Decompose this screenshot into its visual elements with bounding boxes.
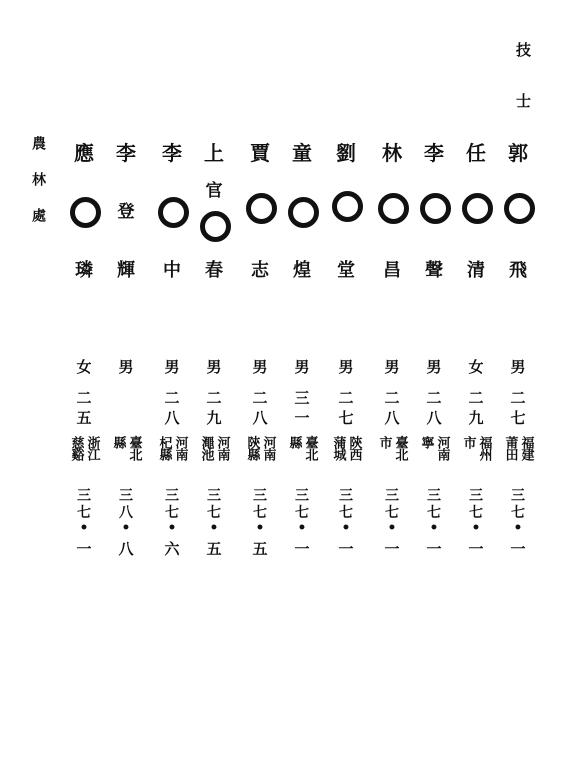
origin xyxy=(192,436,236,460)
age-digit: 八 xyxy=(164,409,180,427)
redaction-circle xyxy=(462,193,493,224)
age-digit: 二 xyxy=(206,389,222,407)
date-separator: • xyxy=(167,520,177,536)
sex: 男 xyxy=(118,358,134,376)
age xyxy=(280,388,324,428)
person-column xyxy=(104,0,148,771)
surname: 賈 xyxy=(250,141,270,165)
age-digit: 二 xyxy=(510,389,526,407)
age xyxy=(370,388,414,428)
origin-part: 臺北 xyxy=(302,436,318,460)
origin xyxy=(280,436,324,460)
person-column xyxy=(62,0,106,771)
date-char: 三 xyxy=(207,488,221,504)
day: 八 xyxy=(118,540,134,558)
given-name: 志 xyxy=(251,260,269,281)
date-char: 七 xyxy=(469,505,483,521)
sex: 男 xyxy=(510,358,526,376)
sex: 男 xyxy=(338,358,354,376)
origin-part: 杞縣 xyxy=(156,436,172,460)
person-column xyxy=(412,0,456,771)
surname: 林 xyxy=(382,141,402,165)
day: 一 xyxy=(384,540,400,558)
redaction-circle xyxy=(420,193,451,224)
day: 一 xyxy=(468,540,484,558)
date-char: 三 xyxy=(469,488,483,504)
date xyxy=(192,488,236,534)
origin xyxy=(324,436,368,460)
redaction-circle xyxy=(70,197,101,228)
given-name: 堂 xyxy=(337,260,355,281)
date-char: 三 xyxy=(339,488,353,504)
surname: 李 xyxy=(162,141,182,165)
date-separator: • xyxy=(255,520,265,536)
redaction-circle xyxy=(332,191,363,222)
origin-part: 陝縣 xyxy=(244,436,260,460)
age-digit: 八 xyxy=(426,409,442,427)
sex: 女 xyxy=(468,358,484,376)
age xyxy=(238,388,282,428)
date-char: 三 xyxy=(427,488,441,504)
age-digit: 八 xyxy=(384,409,400,427)
date-separator: • xyxy=(513,520,523,536)
origin xyxy=(238,436,282,460)
person-column xyxy=(324,0,368,771)
age-digit: 五 xyxy=(76,409,92,427)
date-separator: • xyxy=(297,520,307,536)
age xyxy=(192,388,236,428)
day: 一 xyxy=(294,540,310,558)
origin-part: 河南 xyxy=(214,436,230,460)
date xyxy=(280,488,324,534)
age-digit: 七 xyxy=(510,409,526,427)
given-name: 璘 xyxy=(75,260,93,281)
day: 六 xyxy=(164,540,180,558)
date-char: 三 xyxy=(165,488,179,504)
given-name: 清 xyxy=(467,260,485,281)
age-digit: 二 xyxy=(338,389,354,407)
origin xyxy=(150,436,194,460)
person-column xyxy=(496,0,540,771)
age-digit: 二 xyxy=(426,389,442,407)
given-name: 輝 xyxy=(117,260,135,281)
person-column xyxy=(370,0,414,771)
surname: 應 xyxy=(74,141,94,165)
origin xyxy=(104,436,148,460)
date-separator: • xyxy=(429,520,439,536)
given-name: 煌 xyxy=(293,260,311,281)
origin-part: 縣 xyxy=(110,436,126,448)
origin-part: 臺北 xyxy=(392,436,408,460)
person-column xyxy=(454,0,498,771)
age-digit: 二 xyxy=(468,389,484,407)
name-middle-char: 官 xyxy=(205,181,223,201)
age-digit: 二 xyxy=(164,389,180,407)
date-char: 八 xyxy=(119,505,133,521)
age-digit: 九 xyxy=(468,409,484,427)
origin-part: 澠池 xyxy=(198,436,214,460)
day: 一 xyxy=(338,540,354,558)
date-char: 七 xyxy=(77,505,91,521)
grade-label: 技士 xyxy=(514,42,532,144)
date-char: 七 xyxy=(165,505,179,521)
date xyxy=(412,488,456,534)
given-name: 昌 xyxy=(383,260,401,281)
date-char: 三 xyxy=(119,488,133,504)
date-separator: • xyxy=(387,520,397,536)
origin-part: 市 xyxy=(460,436,476,448)
origin-part: 福州 xyxy=(476,436,492,460)
sex: 男 xyxy=(164,358,180,376)
origin-part: 市 xyxy=(376,436,392,448)
sex: 男 xyxy=(206,358,222,376)
origin-part: 河南 xyxy=(434,436,450,460)
surname: 劉 xyxy=(336,141,356,165)
redaction-circle xyxy=(288,197,319,228)
date xyxy=(238,488,282,534)
age-digit: 九 xyxy=(206,409,222,427)
age xyxy=(150,388,194,428)
date-separator: • xyxy=(79,520,89,536)
redaction-circle xyxy=(200,211,231,242)
redaction-circle xyxy=(378,193,409,224)
age-digit: 一 xyxy=(294,409,310,427)
age xyxy=(62,388,106,428)
age xyxy=(324,388,368,428)
sex: 男 xyxy=(426,358,442,376)
age-digit: 八 xyxy=(252,409,268,427)
surname: 郭 xyxy=(508,141,528,165)
date-char: 三 xyxy=(77,488,91,504)
date xyxy=(62,488,106,534)
given-name: 中 xyxy=(163,260,181,281)
given-name: 春 xyxy=(205,260,223,281)
origin xyxy=(454,436,498,460)
date-separator: • xyxy=(471,520,481,536)
origin-part: 浙江 xyxy=(84,436,100,460)
age-digit: 二 xyxy=(76,389,92,407)
date xyxy=(150,488,194,534)
surname: 李 xyxy=(424,141,444,165)
date xyxy=(324,488,368,534)
date xyxy=(370,488,414,534)
date xyxy=(104,488,148,534)
origin xyxy=(62,436,106,460)
sex: 男 xyxy=(294,358,310,376)
date-char: 三 xyxy=(295,488,309,504)
age-digit: 二 xyxy=(384,389,400,407)
origin-part: 河南 xyxy=(260,436,276,460)
day: 一 xyxy=(510,540,526,558)
surname: 任 xyxy=(466,141,486,165)
name-middle-char: 登 xyxy=(117,202,135,222)
surname: 上 xyxy=(204,141,224,165)
date-char: 七 xyxy=(339,505,353,521)
day: 五 xyxy=(206,540,222,558)
origin-part: 縣 xyxy=(286,436,302,448)
date-separator: • xyxy=(209,520,219,536)
date-char: 七 xyxy=(253,505,267,521)
origin-part: 福建 xyxy=(518,436,534,460)
unit-label: 農林處 xyxy=(30,136,46,244)
origin-part: 陝西 xyxy=(346,436,362,460)
origin xyxy=(412,436,456,460)
date-separator: • xyxy=(341,520,351,536)
origin-part: 寧 xyxy=(418,436,434,448)
origin-part: 慈谿 xyxy=(68,436,84,460)
age xyxy=(454,388,498,428)
surname: 李 xyxy=(116,141,136,165)
date-separator: • xyxy=(121,520,131,536)
day: 一 xyxy=(426,540,442,558)
date-char: 七 xyxy=(295,505,309,521)
date-char: 三 xyxy=(511,488,525,504)
person-column xyxy=(192,0,236,771)
date xyxy=(496,488,540,534)
origin xyxy=(496,436,540,460)
sex: 男 xyxy=(252,358,268,376)
date-char: 三 xyxy=(253,488,267,504)
origin-part: 莆田 xyxy=(502,436,518,460)
given-name: 飛 xyxy=(509,260,527,281)
person-column xyxy=(280,0,324,771)
given-name: 聲 xyxy=(425,260,443,281)
age-digit: 七 xyxy=(338,409,354,427)
redaction-circle xyxy=(246,193,277,224)
origin-part: 蒲城 xyxy=(330,436,346,460)
surname: 童 xyxy=(292,141,312,165)
day: 五 xyxy=(252,540,268,558)
date-char: 七 xyxy=(207,505,221,521)
date xyxy=(454,488,498,534)
date-char: 七 xyxy=(511,505,525,521)
sex: 男 xyxy=(384,358,400,376)
person-column xyxy=(150,0,194,771)
redaction-circle xyxy=(158,197,189,228)
date-char: 七 xyxy=(427,505,441,521)
date-char: 七 xyxy=(385,505,399,521)
age-digit: 二 xyxy=(252,389,268,407)
age xyxy=(412,388,456,428)
sex: 女 xyxy=(76,358,92,376)
person-column xyxy=(238,0,282,771)
age-digit: 三 xyxy=(294,389,310,407)
age xyxy=(496,388,540,428)
redaction-circle xyxy=(504,193,535,224)
origin xyxy=(370,436,414,460)
origin-part: 臺北 xyxy=(126,436,142,460)
date-char: 三 xyxy=(385,488,399,504)
origin-part: 河南 xyxy=(172,436,188,460)
day: 一 xyxy=(76,540,92,558)
